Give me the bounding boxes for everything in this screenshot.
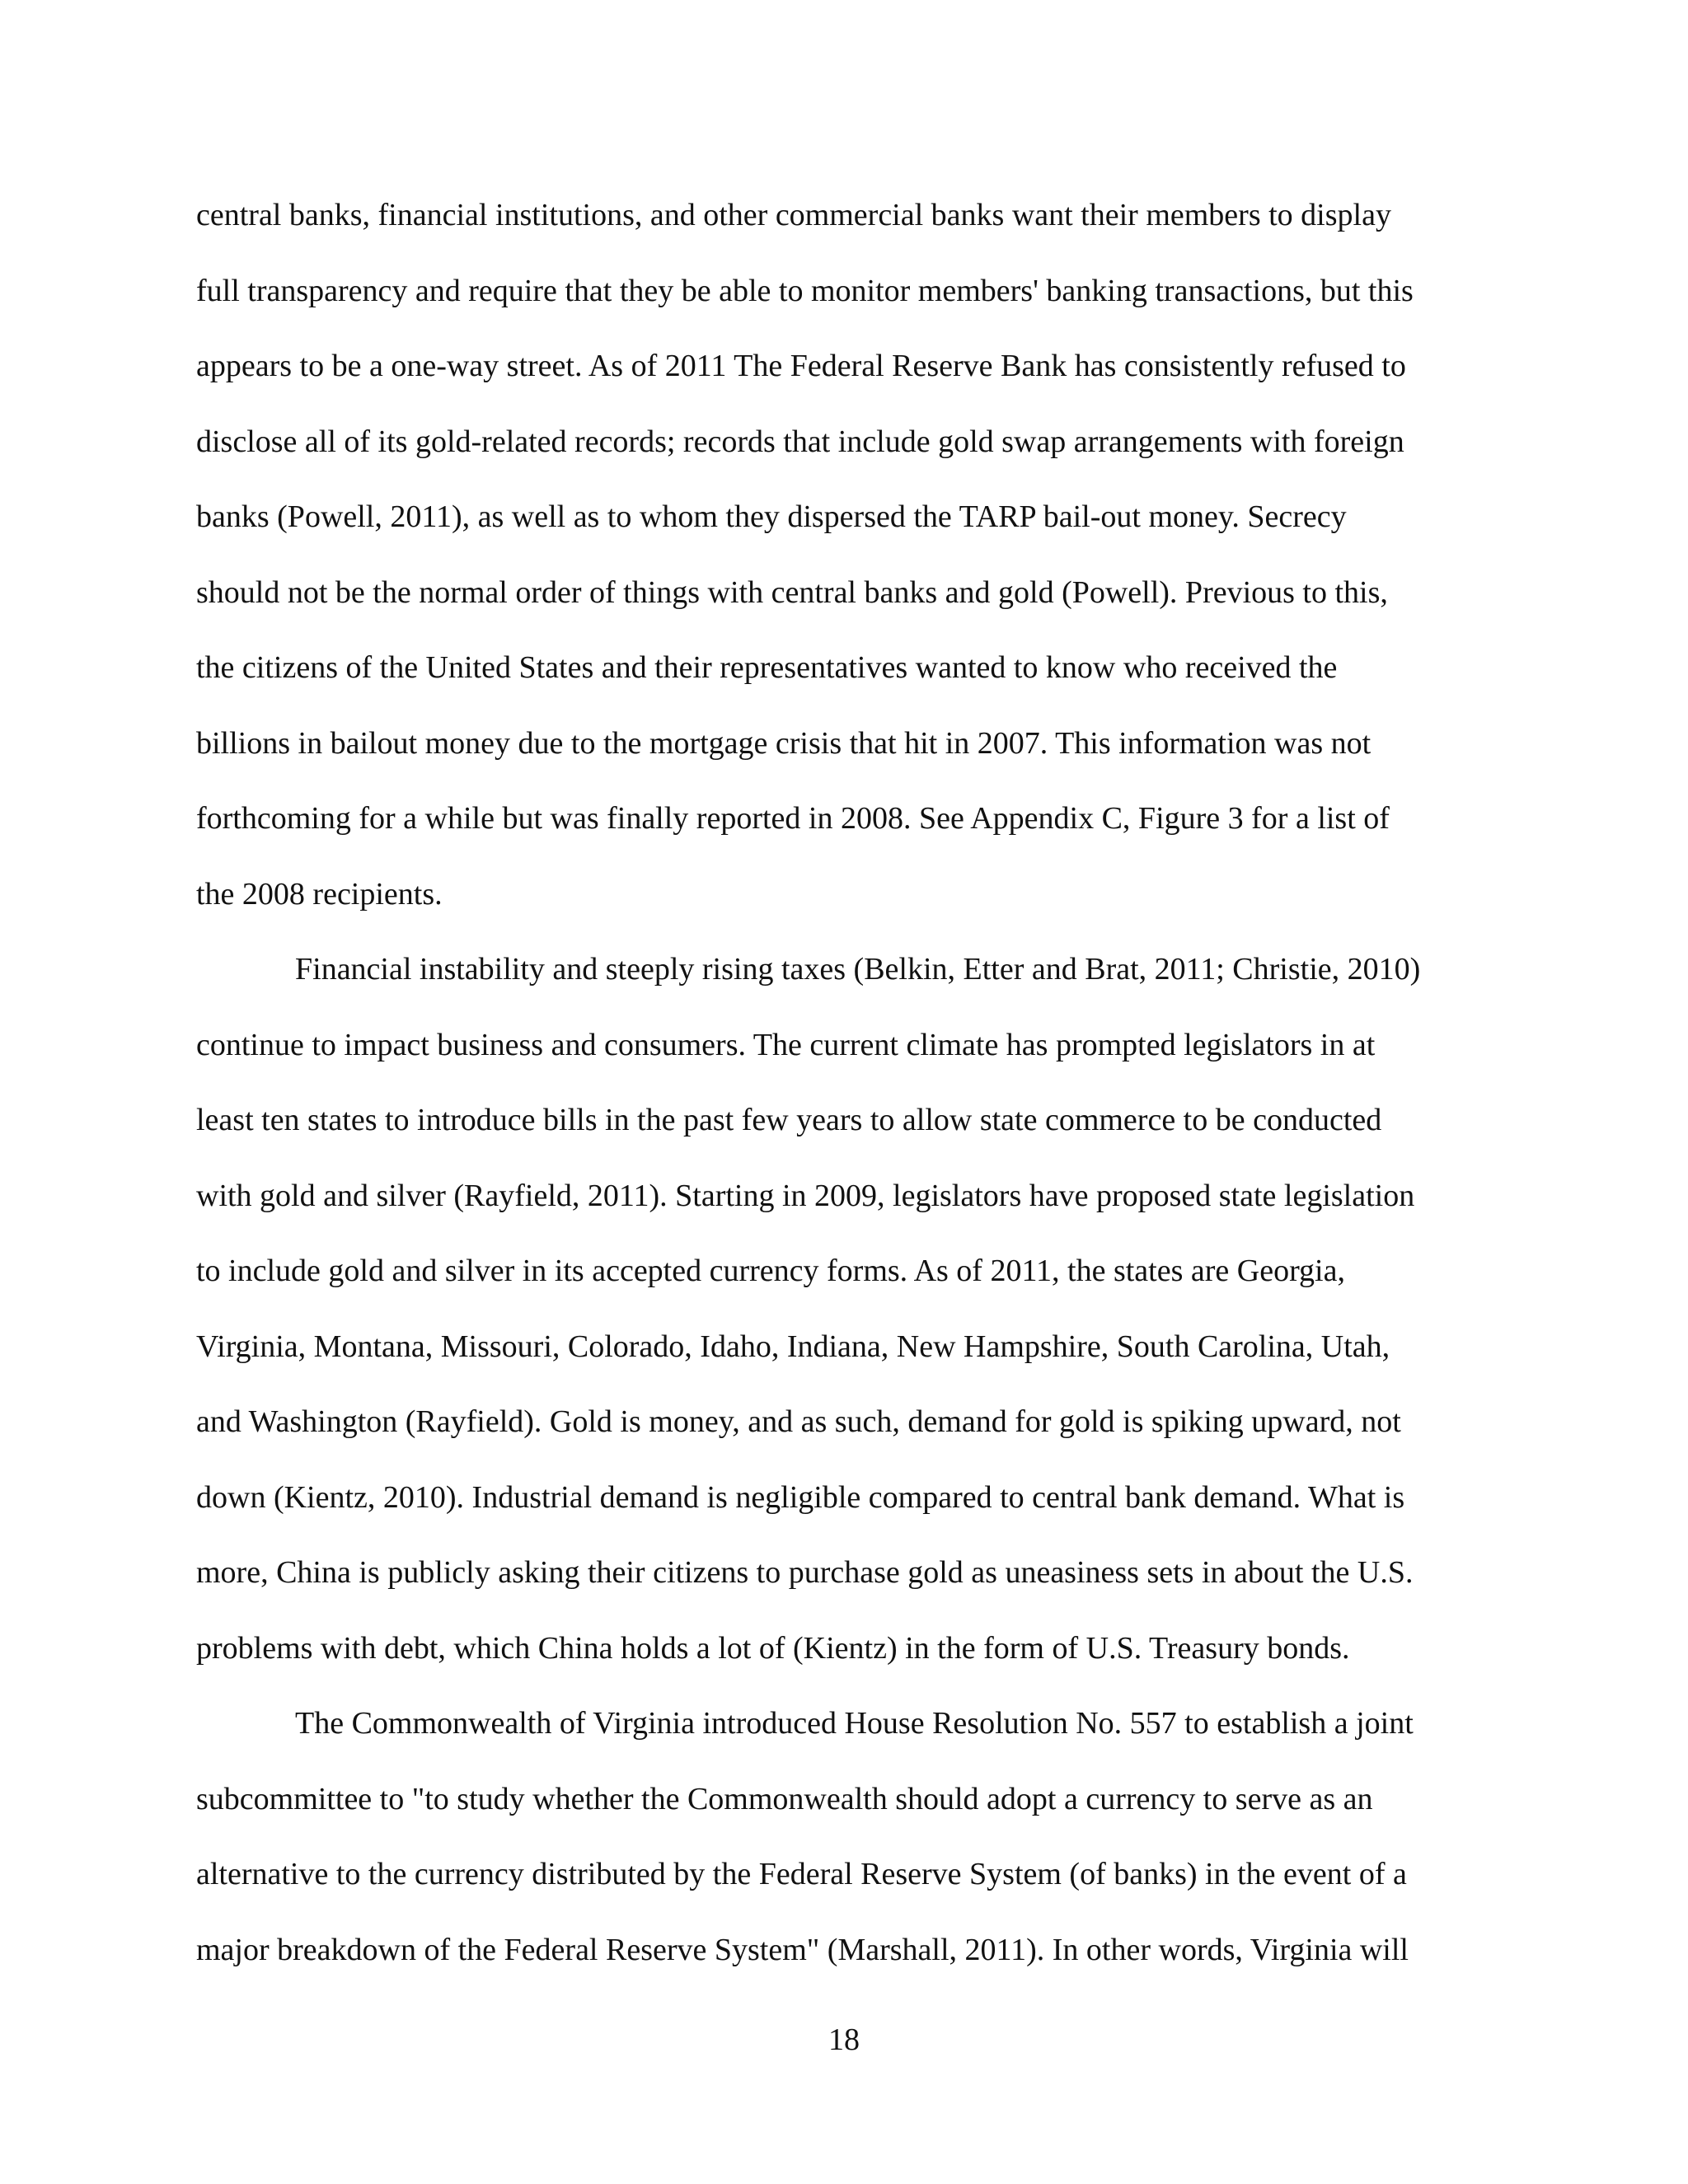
text-line: more, China is publicly asking their citizens to purchase gold as uneasiness sets in about the U.S. — [196, 1555, 1414, 1590]
text-line: alternative to the currency distributed by the Federal Reserve System (of banks) in the event of a — [196, 1857, 1407, 1891]
text-line: banks (Powell, 2011), as well as to whom they dispersed the TARP bail-out money. Secrecy — [196, 499, 1347, 534]
body-text — [196, 188, 1492, 1998]
text-line: subcommittee to "to study whether the Commonwealth should adopt a currency to serve as an — [196, 1781, 1373, 1816]
text-line: should not be the normal order of things with central banks and gold (Powell). Previous to this, — [196, 574, 1388, 610]
text-line: central banks, financial institutions, and other commercial banks want their members to display — [196, 198, 1391, 232]
paragraph-first-line: The Commonwealth of Virginia introduced House Resolution No. 557 to establish a joint — [295, 1706, 1414, 1741]
text-line: with gold and silver (Rayfield, 2011). Starting in 2009, legislators have proposed state legislation — [196, 1178, 1415, 1213]
text-line: Virginia, Montana, Missouri, Colorado, Idaho, Indiana, New Hampshire, South Carolina, Utah, — [196, 1329, 1390, 1364]
text-line: to include gold and silver in its accepted currency forms. As of 2011, the states are Georgia, — [196, 1254, 1345, 1288]
text-line: and Washington (Rayfield). Gold is money, and as such, demand for gold is spiking upward, not — [196, 1404, 1401, 1439]
text-line: problems with debt, which China holds a lot of (Kientz) in the form of U.S. Treasury bonds. — [196, 1630, 1350, 1666]
page-number: 18 — [828, 2022, 860, 2057]
text-line: full transparency and require that they be able to monitor members' banking transactions, but this — [196, 273, 1414, 308]
text-line: major breakdown of the Federal Reserve System" (Marshall, 2011). In other words, Virginia will — [196, 1932, 1409, 1967]
text-line: down (Kientz, 2010). Industrial demand is negligible compared to central bank demand. What is — [196, 1479, 1405, 1515]
text-line: disclose all of its gold-related records; records that include gold swap arrangements with foreign — [196, 424, 1404, 459]
text-line: continue to impact business and consumers. The current climate has prompted legislators in at — [196, 1027, 1376, 1062]
text-line: the 2008 recipients. — [196, 876, 443, 912]
text-line: least ten states to introduce bills in the past few years to allow state commerce to be conducted — [196, 1103, 1382, 1137]
text-line: appears to be a one-way street. As of 2011 The Federal Reserve Bank has consistently refused to — [196, 349, 1406, 383]
text-line: forthcoming for a while but was finally reported in 2008. See Appendix C, Figure 3 for a list of — [196, 801, 1390, 836]
text-line: billions in bailout money due to the mortgage crisis that hit in 2007. This information was not — [196, 725, 1372, 761]
text-line: the citizens of the United States and their representatives wanted to know who received the — [196, 650, 1338, 685]
paragraph-first-line: Financial instability and steeply rising taxes (Belkin, Etter and Brat, 2011; Christie, 2010) — [295, 952, 1421, 987]
